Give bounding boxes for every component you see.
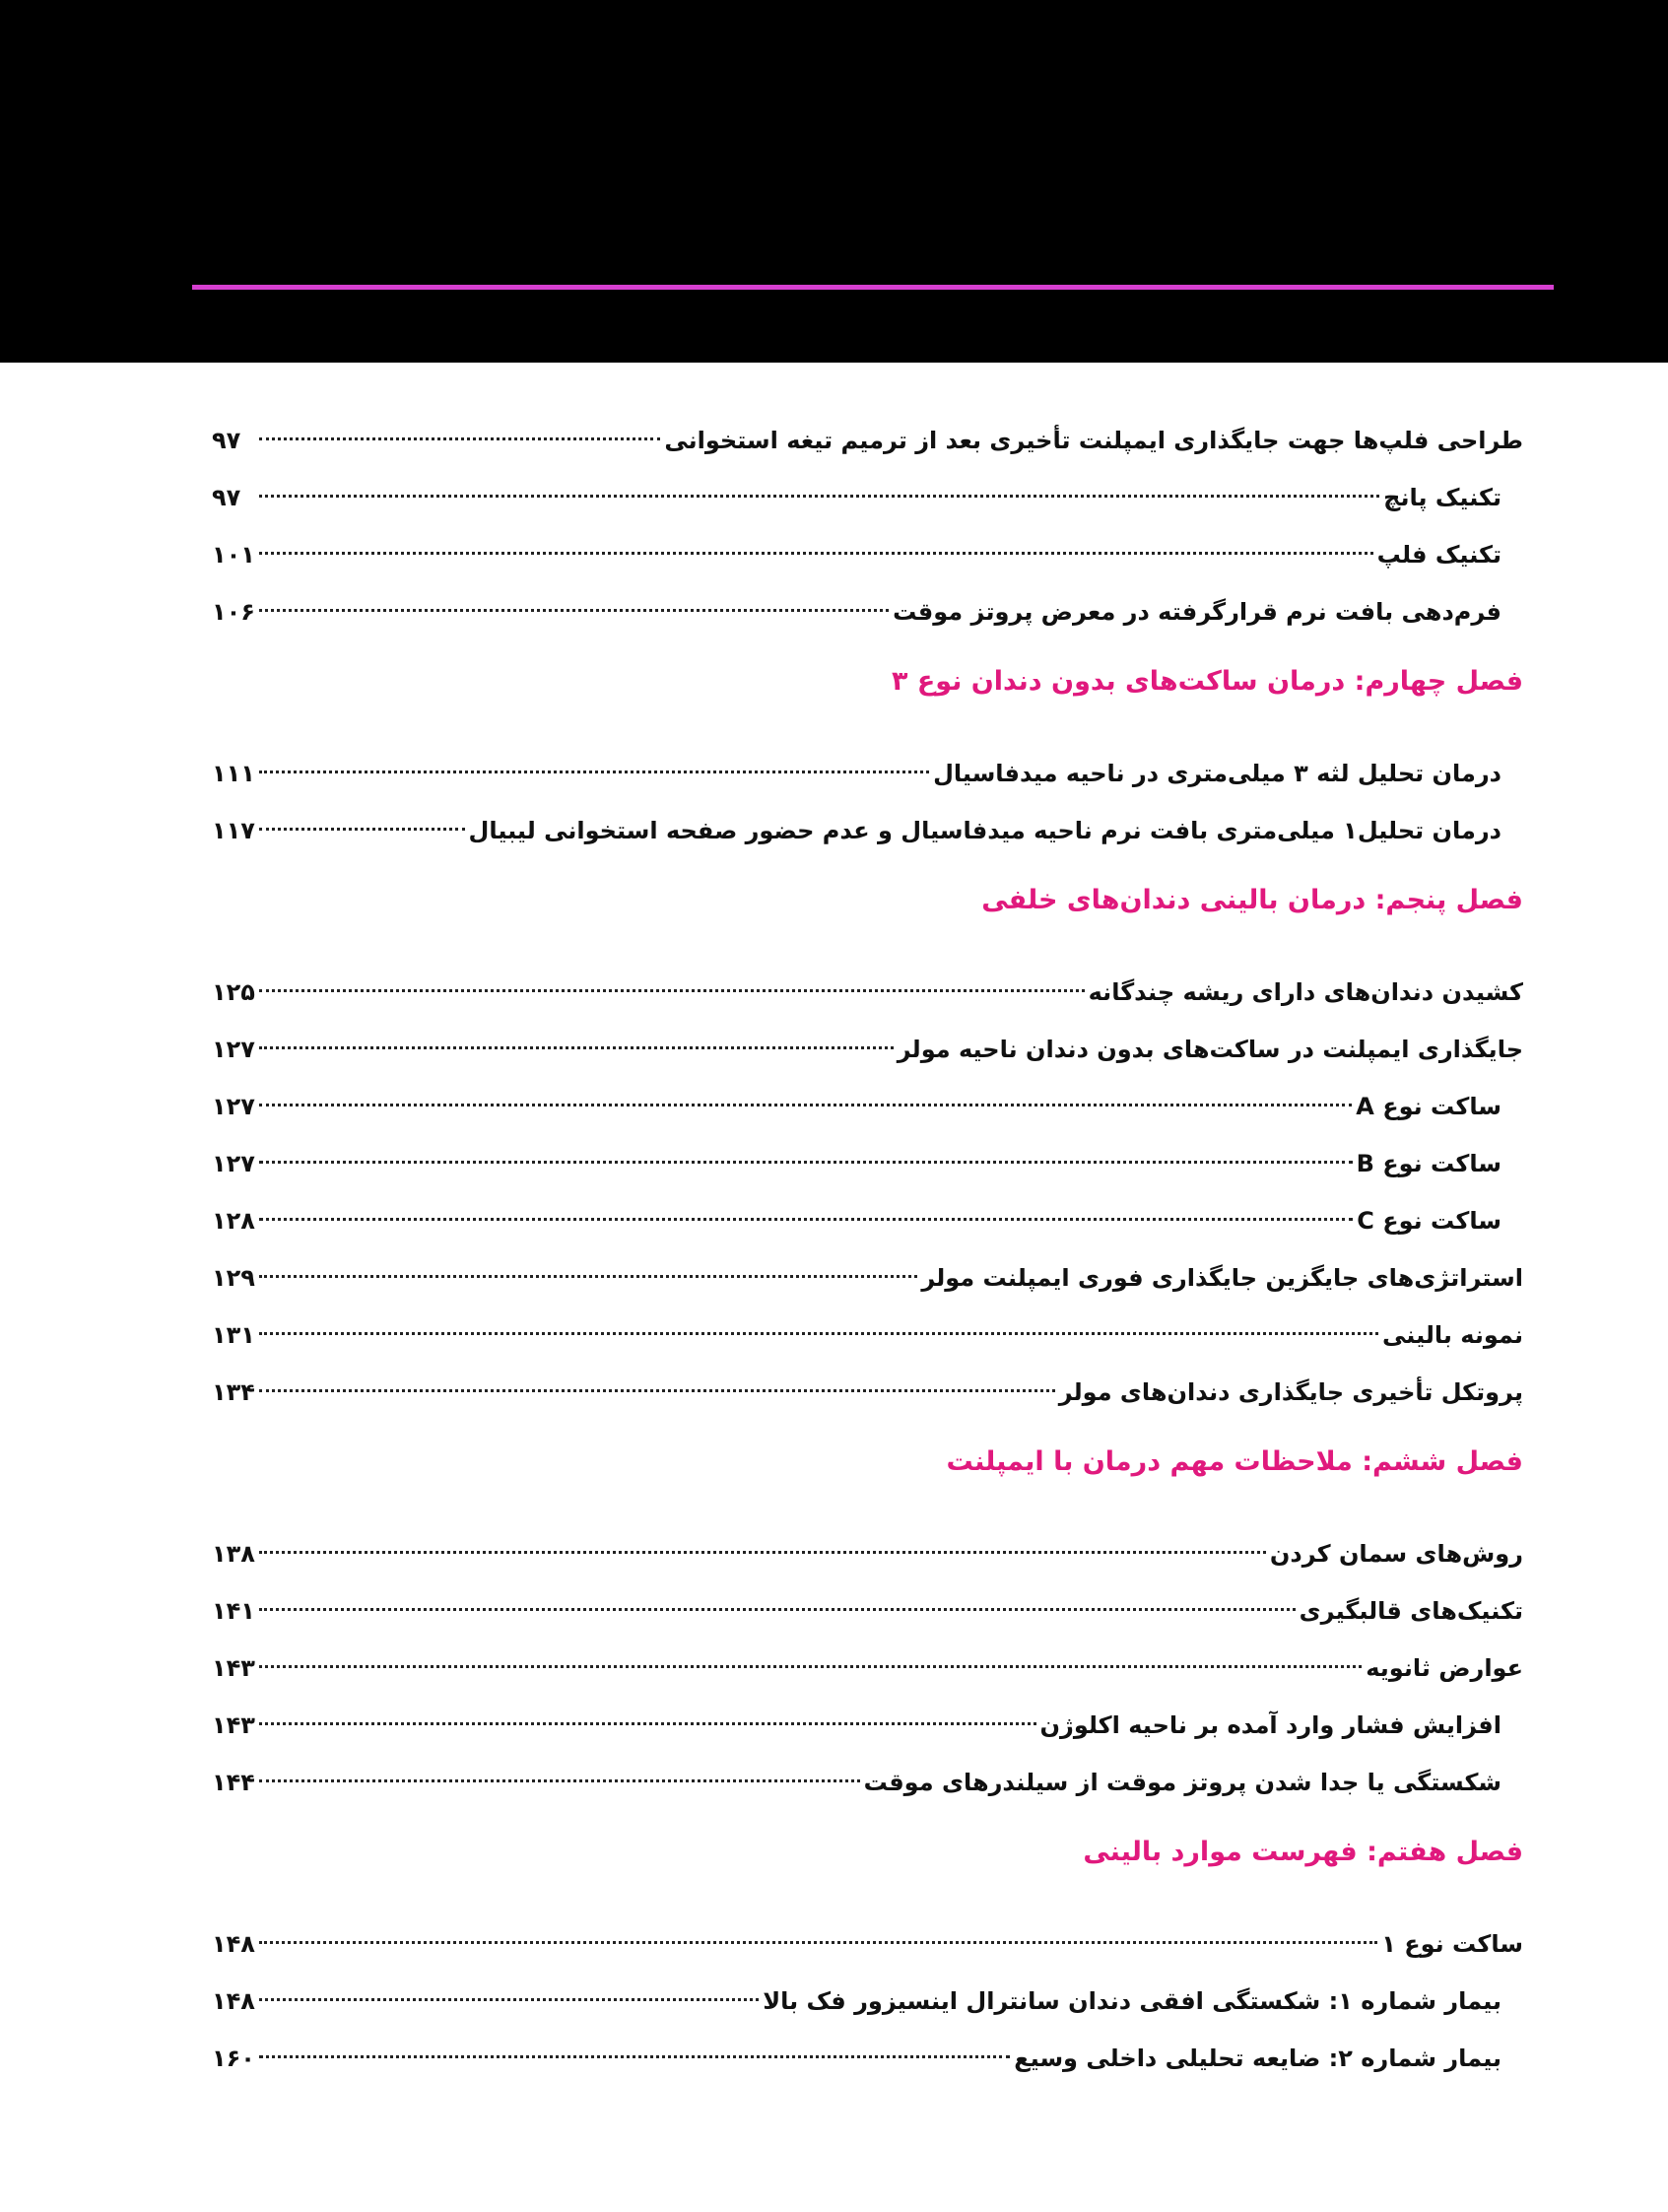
chapter-heading: فصل ششم: ملاحظات مهم درمان با ایمپلنت bbox=[946, 1446, 1523, 1477]
toc-entry-title: عوارض ثانویه bbox=[1366, 1654, 1523, 1682]
toc-entry-title: نمونه بالینی bbox=[1382, 1321, 1523, 1349]
toc-page-number: ۱۳۱ bbox=[212, 1321, 255, 1349]
toc-page-number: ۱۴۸ bbox=[212, 1987, 255, 2015]
table-of-contents bbox=[212, 412, 1523, 2087]
dot-leader bbox=[259, 551, 1373, 555]
toc-entry-title: طراحی فلپ‌ها جهت جایگذاری ایمپلنت تأخیری بعد از ترمیم تیغه استخوانی bbox=[664, 427, 1523, 454]
dot-leader bbox=[259, 608, 889, 612]
toc-entry[interactable] bbox=[212, 964, 1523, 1021]
dot-leader bbox=[259, 1940, 1377, 1944]
toc-entry-title: ساکت نوع ۱ bbox=[1381, 1930, 1523, 1958]
toc-entry-title: افزایش فشار وارد آمده بر ناحیه اکلوژن bbox=[1039, 1711, 1501, 1739]
toc-entry-title: پروتکل تأخیری جایگذاری دندان‌های مولر bbox=[1058, 1378, 1523, 1406]
toc-subentry[interactable] bbox=[212, 1192, 1523, 1249]
chapter-heading: فصل پنجم: درمان بالینی دندان‌های خلفی bbox=[981, 885, 1523, 915]
toc-subentry[interactable] bbox=[212, 583, 1523, 640]
toc-subentry[interactable] bbox=[212, 1135, 1523, 1192]
dot-leader bbox=[259, 1103, 1352, 1106]
toc-page-number: ۱۲۵ bbox=[212, 978, 255, 1006]
toc-subentry[interactable] bbox=[212, 526, 1523, 583]
toc-page-number: ۹۷ bbox=[212, 427, 241, 454]
toc-page-number: ۱۴۸ bbox=[212, 1930, 255, 1958]
dot-leader bbox=[259, 1160, 1353, 1164]
dot-leader bbox=[259, 1664, 1362, 1668]
dot-leader bbox=[259, 436, 660, 440]
toc-entry-title: تکنیک پانچ bbox=[1383, 484, 1501, 511]
toc-page-number: ۱۳۴ bbox=[212, 1378, 255, 1406]
toc-entry[interactable] bbox=[212, 1307, 1523, 1364]
toc-page-number: ۱۲۸ bbox=[212, 1207, 255, 1235]
toc-entry-title: درمان تحلیل لثه ۳ میلی‌متری در ناحیه میدفاسیال bbox=[933, 760, 1501, 787]
toc-page-number: ۱۲۷ bbox=[212, 1150, 255, 1177]
toc-page-number: ۱۴۳ bbox=[212, 1654, 255, 1682]
dot-leader bbox=[259, 827, 465, 831]
dot-leader bbox=[259, 1274, 917, 1278]
toc-subentry[interactable] bbox=[212, 745, 1523, 802]
toc-subentry[interactable] bbox=[212, 2030, 1523, 2087]
toc-entry-title: بیمار شماره ۱: شکستگی افقی دندان سانترال اینسیزور فک بالا bbox=[763, 1987, 1501, 2015]
toc-entry-title: ساکت نوع B bbox=[1356, 1150, 1501, 1177]
dot-leader bbox=[259, 1388, 1055, 1392]
toc-entry-title: تکنیک‌های قالبگیری bbox=[1299, 1597, 1523, 1625]
dot-leader bbox=[259, 770, 929, 773]
toc-page-number: ۱۲۹ bbox=[212, 1264, 255, 1292]
toc-entry-title: جایگذاری ایمپلنت در ساکت‌های بدون دندان ناحیه مولر bbox=[897, 1036, 1523, 1063]
toc-entry-title: فرم‌دهی بافت نرم قرارگرفته در معرض پروتز موقت bbox=[893, 598, 1501, 626]
toc-page-number: ۱۱۷ bbox=[212, 817, 255, 844]
dot-leader bbox=[259, 1607, 1296, 1611]
dot-leader bbox=[259, 1045, 894, 1049]
toc-entry-title: استراتژی‌های جایگزین جایگذاری فوری ایمپلنت مولر bbox=[921, 1264, 1523, 1292]
dot-leader bbox=[259, 1721, 1036, 1725]
toc-entry[interactable] bbox=[212, 1582, 1523, 1640]
chapter-heading: فصل هفتم: فهرست موارد بالینی bbox=[1083, 1837, 1523, 1867]
toc-entry-title: روش‌های سمان کردن bbox=[1269, 1540, 1523, 1568]
dot-leader bbox=[259, 1550, 1266, 1554]
toc-entry-title: ساکت نوع A bbox=[1356, 1093, 1501, 1120]
toc-page-number: ۱۴۳ bbox=[212, 1711, 255, 1739]
toc-entry[interactable] bbox=[212, 1021, 1523, 1078]
toc-entry[interactable] bbox=[212, 412, 1523, 469]
toc-subentry[interactable] bbox=[212, 1973, 1523, 2030]
toc-entry[interactable] bbox=[212, 1364, 1523, 1421]
toc-subentry[interactable] bbox=[212, 802, 1523, 859]
toc-entry-title: بیمار شماره ۲: ضایعه تحلیلی داخلی وسیع bbox=[1014, 2044, 1501, 2072]
toc-entry[interactable] bbox=[212, 1525, 1523, 1582]
toc-page-number: ۱۲۷ bbox=[212, 1093, 255, 1120]
toc-entry-title: ساکت نوع C bbox=[1357, 1207, 1501, 1235]
toc-subentry[interactable] bbox=[212, 1754, 1523, 1811]
header-band bbox=[0, 0, 1668, 363]
toc-page-number: ۱۴۱ bbox=[212, 1597, 255, 1625]
dot-leader bbox=[259, 1217, 1353, 1221]
toc-page-number: ۱۰۶ bbox=[212, 598, 255, 626]
dot-leader bbox=[259, 1997, 759, 2001]
toc-subentry[interactable] bbox=[212, 469, 1523, 526]
toc-entry-title: درمان تحلیل۱ میلی‌متری بافت نرم ناحیه میدفاسیال و عدم حضور صفحه استخوانی لیبیال bbox=[468, 817, 1501, 844]
toc-entry-title: تکنیک فلپ bbox=[1376, 541, 1501, 569]
toc-page-number: ۱۰۱ bbox=[212, 541, 255, 569]
dot-leader bbox=[259, 988, 1085, 992]
toc-entry[interactable] bbox=[212, 1640, 1523, 1697]
toc-subentry[interactable] bbox=[212, 1697, 1523, 1754]
dot-leader bbox=[259, 2054, 1010, 2058]
toc-page-number: ۱۳۸ bbox=[212, 1540, 255, 1568]
toc-page-number: ۱۱۱ bbox=[212, 760, 255, 787]
toc-page-number: ۱۶۰ bbox=[212, 2044, 255, 2072]
toc-entry-title: کشیدن دندان‌های دارای ریشه چندگانه bbox=[1088, 978, 1523, 1006]
dot-leader bbox=[259, 494, 1379, 498]
toc-entry[interactable] bbox=[212, 1249, 1523, 1307]
toc-entry-title: شکستگی یا جدا شدن پروتز موقت از سیلندرهای موقت bbox=[863, 1769, 1501, 1796]
dot-leader bbox=[259, 1331, 1378, 1335]
dot-leader bbox=[259, 1778, 860, 1782]
toc-subentry[interactable] bbox=[212, 1078, 1523, 1135]
toc-page-number: ۱۲۷ bbox=[212, 1036, 255, 1063]
toc-page-number: ۹۷ bbox=[212, 484, 241, 511]
chapter-heading: فصل چهارم: درمان ساکت‌های بدون دندان نوع ۳ bbox=[891, 666, 1523, 697]
header-rule bbox=[192, 285, 1554, 290]
toc-page-number: ۱۴۴ bbox=[212, 1769, 255, 1796]
toc-entry[interactable] bbox=[212, 1915, 1523, 1973]
